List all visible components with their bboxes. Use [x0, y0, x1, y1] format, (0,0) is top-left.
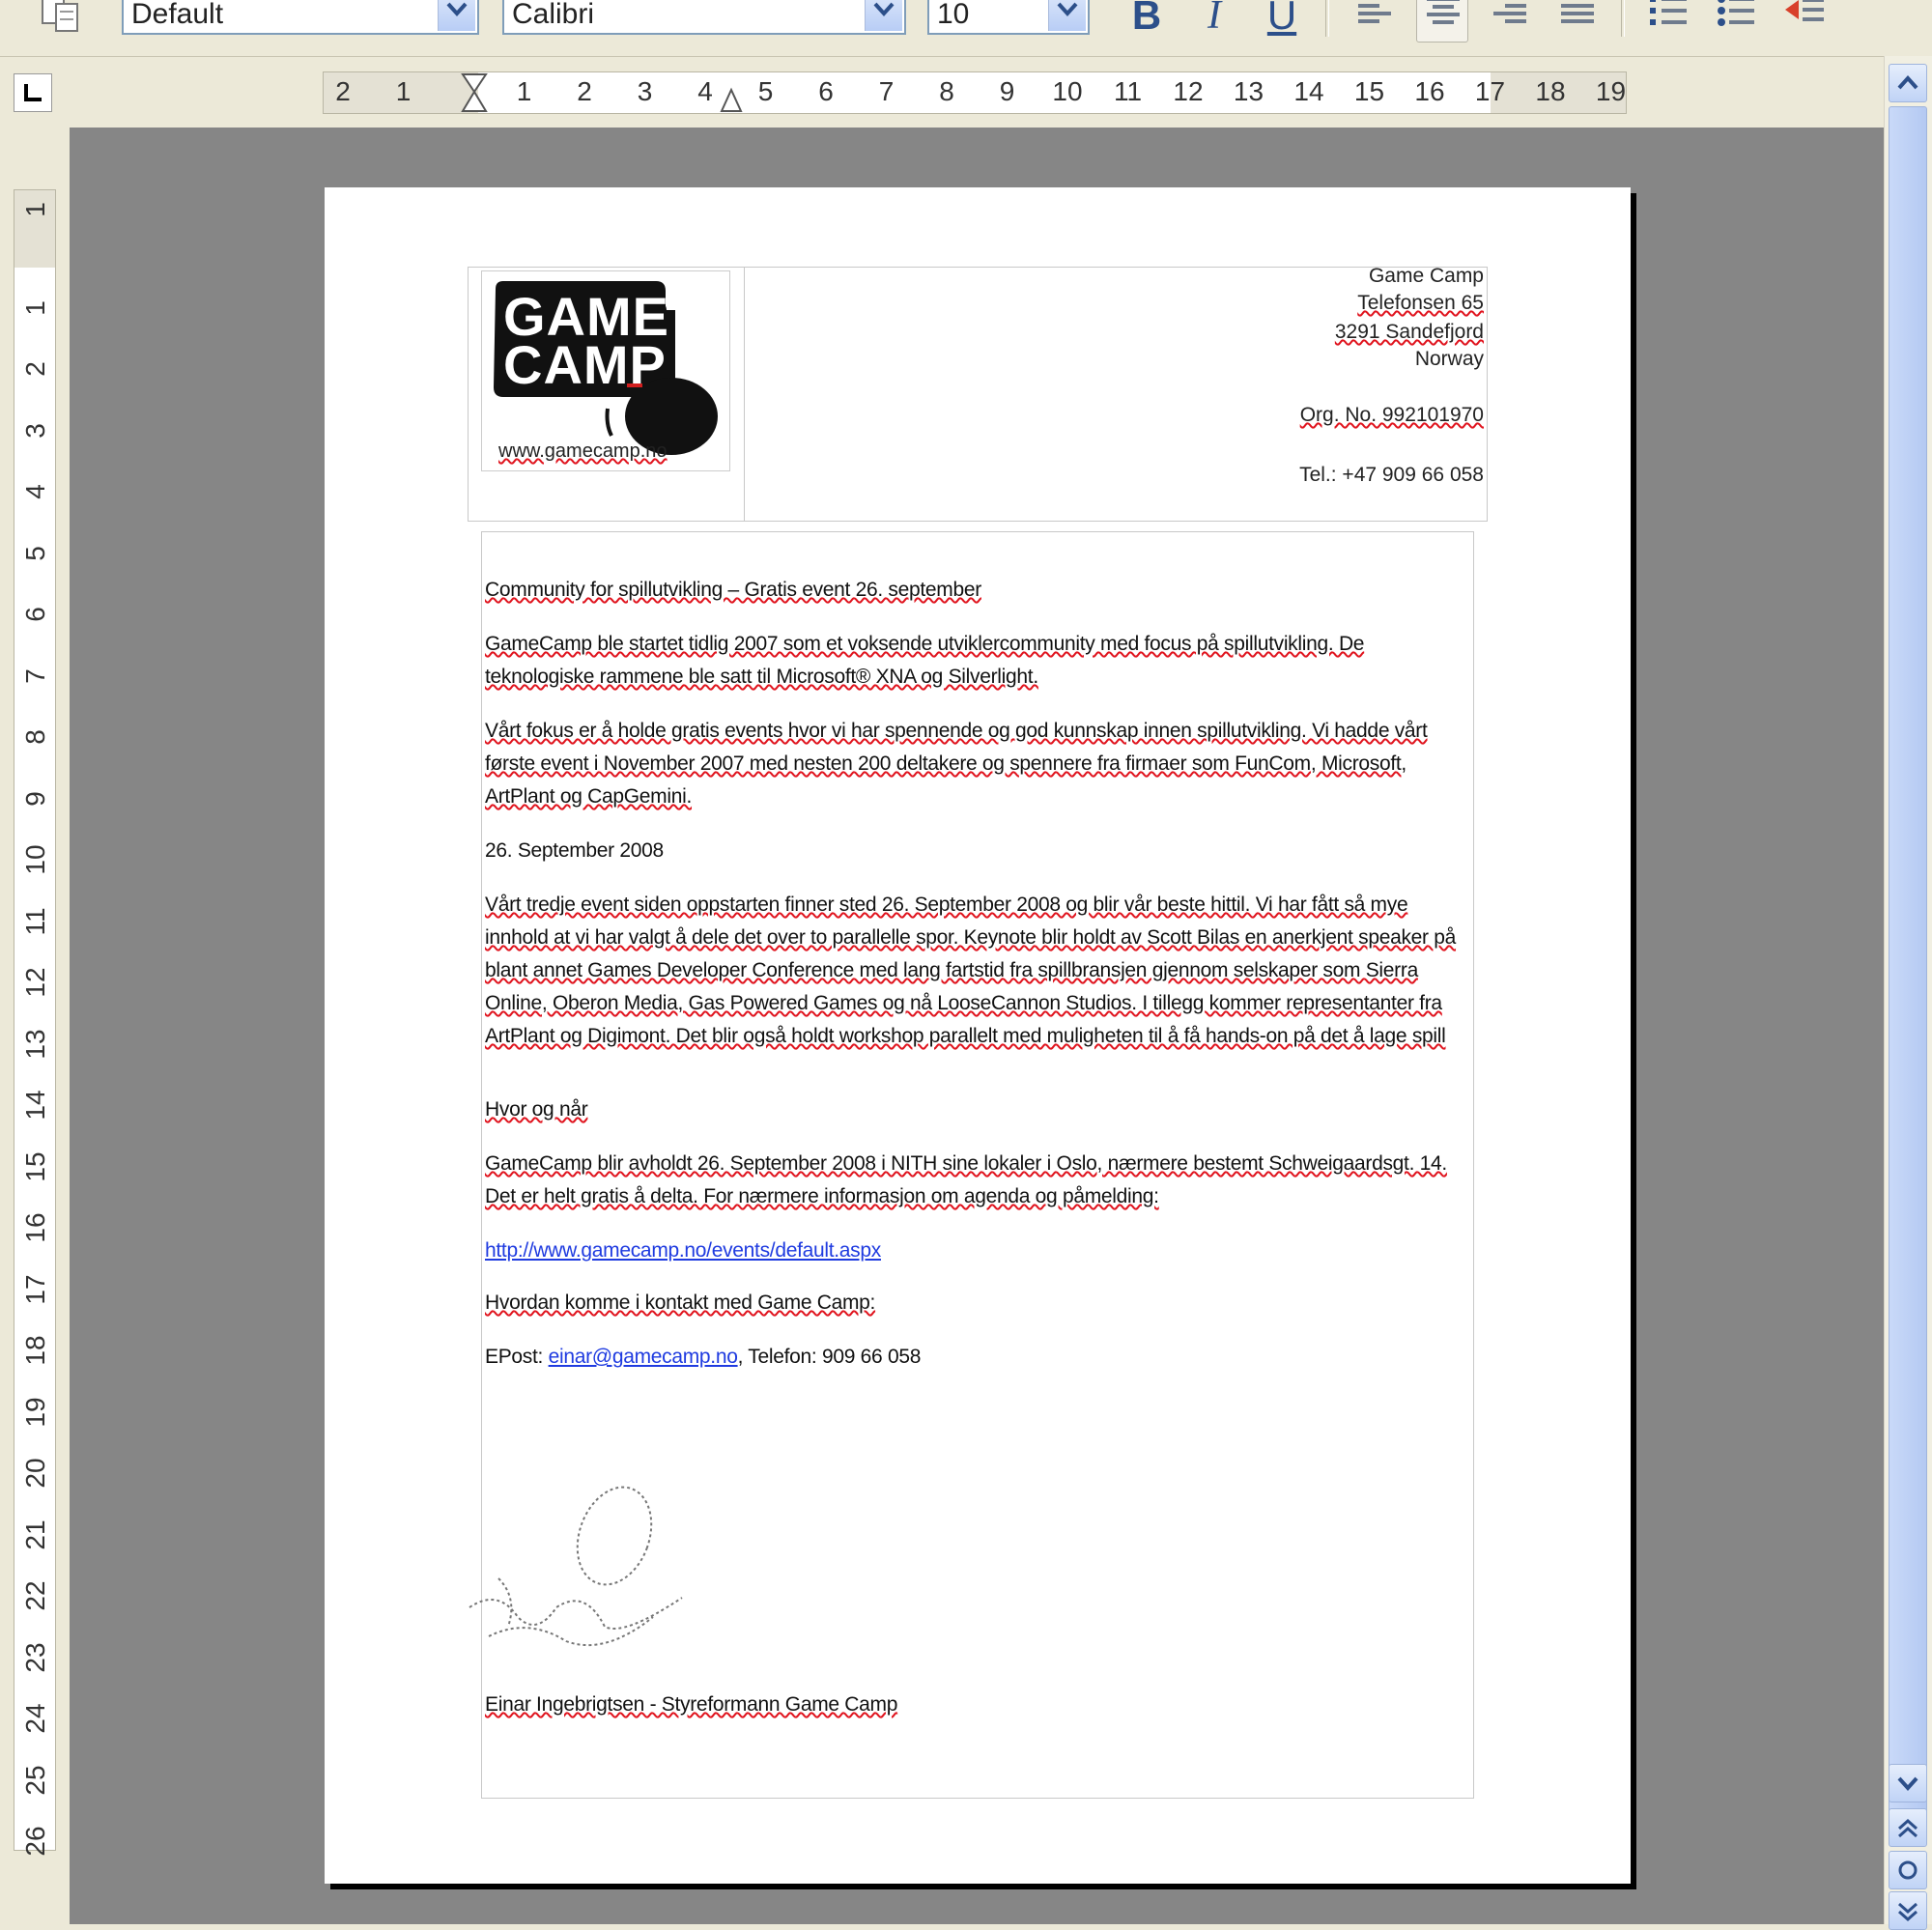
- ruler-number: 5: [757, 76, 774, 106]
- toolbar-separator: [1621, 0, 1625, 37]
- horizontal-ruler[interactable]: [323, 71, 1627, 114]
- numbered-list-icon: [1644, 0, 1696, 43]
- ruler-number: 19: [20, 1397, 50, 1428]
- ruler-number: 13: [1233, 76, 1264, 106]
- chevron-down-icon[interactable]: [1048, 0, 1086, 31]
- bold-button[interactable]: B: [1131, 0, 1162, 38]
- ruler-number: 11: [20, 907, 50, 936]
- font-size-value: 10: [937, 0, 970, 30]
- tab-stop-selector[interactable]: [14, 73, 52, 112]
- italic-button[interactable]: I: [1208, 0, 1221, 38]
- ruler-number: 12: [20, 967, 50, 998]
- ruler-number: 26: [20, 1826, 50, 1857]
- bullet-list-icon: [1712, 0, 1764, 43]
- justify-button[interactable]: [1551, 0, 1604, 43]
- ruler-number: 14: [1293, 76, 1324, 106]
- ruler-number: 1: [516, 76, 532, 106]
- ruler-number: 8: [939, 76, 954, 106]
- ruler-number: 21: [20, 1519, 50, 1550]
- justify-icon: [1551, 0, 1604, 43]
- ruler-number: 10: [20, 844, 50, 875]
- paragraph-event: Vårt tredje event siden oppstarten finner sted 26. September 2008 og blir vår beste hittil. Vi har fått så mye innhold at vi har valgt å dele det over to parallelle spor. Keynote blir holdt av Scott Bilas en anerkjent speaker på blant annet Games Developer Conference med lang fartstid fra spillbransjen gjennom selskaper som Sierra Online, Oberon Media, Gas Powered Games og nå LooseCannon Studios. I tillegg kommer representanter fra ArtPlant og Digimont. Det blir også holdt workshop parallelt med muligheten til å få hands-on på det å lage spill: [485, 894, 1457, 1047]
- contact-line: EPost: einar@gamecamp.no, Telefon: 909 66 058: [485, 1346, 922, 1368]
- date-heading: 26. September 2008: [485, 839, 664, 862]
- right-indent-marker[interactable]: [718, 84, 745, 113]
- next-page-button[interactable]: [1889, 1891, 1927, 1930]
- underline-button[interactable]: U: [1266, 0, 1297, 38]
- address-line-3: 3291 Sandefjord: [1334, 321, 1484, 343]
- events-link[interactable]: http://www.gamecamp.no/events/default.aspx: [485, 1239, 881, 1262]
- ruler-number: 12: [1173, 76, 1204, 106]
- telephone: Tel.: +47 909 66 058: [1299, 464, 1484, 486]
- ruler-number: 10: [1052, 76, 1083, 106]
- previous-page-button[interactable]: [1889, 1808, 1927, 1847]
- paragraph-location: GameCamp blir avholdt 26. September 2008 i NITH sine lokaler i Oslo, nærmere bestemt Schweigaardsgt. 14. Det er helt gratis å delta. For nærmere informasjon om agenda og påmelding:: [485, 1152, 1447, 1207]
- ruler-number: 23: [20, 1642, 50, 1673]
- toolbar-separator: [1325, 0, 1329, 37]
- numbered-list-button[interactable]: [1644, 0, 1696, 43]
- ruler-number: 6: [20, 607, 50, 622]
- ruler-number: 15: [20, 1151, 50, 1182]
- ruler-number: 2: [20, 361, 50, 377]
- chevron-down-icon[interactable]: [438, 0, 475, 31]
- ruler-number: 20: [20, 1458, 50, 1489]
- subject-line: Community for spillutvikling – Gratis event 26. september: [485, 579, 981, 601]
- navigator-button[interactable]: [1889, 1851, 1927, 1889]
- ruler-number: 13: [20, 1029, 50, 1060]
- ruler-number: 11: [1113, 76, 1143, 106]
- indent-marker[interactable]: [461, 72, 488, 113]
- font-size-combo[interactable]: [927, 0, 1090, 35]
- ruler-number: 18: [20, 1335, 50, 1366]
- ruler-number: 4: [20, 484, 50, 499]
- vertical-ruler[interactable]: [14, 189, 56, 1857]
- ruler-number: 9: [999, 76, 1015, 106]
- contact-heading: Hvordan komme i kontakt med Game Camp:: [485, 1291, 876, 1314]
- paragraph-style-combo[interactable]: [122, 0, 479, 35]
- ruler-number: 16: [1414, 76, 1445, 106]
- ruler-number: 9: [20, 790, 50, 807]
- ruler-number: 22: [20, 1580, 50, 1611]
- ruler-number: 17: [20, 1274, 50, 1305]
- scroll-up-button[interactable]: [1889, 64, 1927, 102]
- paragraph-style-value: Default: [131, 0, 224, 30]
- font-name-value: Calibri: [512, 0, 595, 30]
- align-right-button[interactable]: [1484, 0, 1536, 43]
- ruler-number: 16: [20, 1212, 50, 1243]
- ruler-number: 1: [20, 299, 50, 316]
- align-center-button[interactable]: [1416, 0, 1468, 43]
- ruler-number: 7: [20, 667, 50, 684]
- ruler-number: 4: [697, 76, 713, 106]
- ruler-number: 3: [637, 76, 653, 106]
- paragraph-focus: Vårt fokus er å holde gratis events hvor vi har spennende og god kunnskap innen spillutvikling. Vi hadde vårt første event i November 2007 med nesten 200 deltakere og spennere fra firmaer som FunCom, Microsoft, ArtPlant og CapGemini.: [485, 720, 1428, 808]
- align-left-icon: [1349, 0, 1401, 43]
- letterhead-divider: [744, 267, 745, 522]
- where-when-heading: Hvor og når: [485, 1098, 588, 1121]
- ruler-number: 14: [20, 1090, 50, 1121]
- signature: [460, 1472, 692, 1675]
- signature-name: Einar Ingebrigtsen - Styreformann Game Camp: [485, 1693, 898, 1716]
- ruler-number: 19: [1595, 76, 1627, 106]
- vertical-scrollbar[interactable]: [1884, 56, 1932, 1924]
- align-center-icon: [1417, 0, 1469, 43]
- ruler-number: 15: [1353, 76, 1385, 106]
- email-link[interactable]: einar@gamecamp.no: [548, 1346, 738, 1368]
- ruler-number: 25: [20, 1765, 50, 1796]
- website-link[interactable]: www.gamecamp.no: [498, 440, 668, 462]
- ruler-number: 8: [20, 729, 50, 745]
- align-left-button[interactable]: [1349, 0, 1401, 43]
- address-line-2: Telefonsen 65: [1357, 292, 1484, 314]
- ruler-number: 7: [878, 76, 895, 106]
- align-right-icon: [1484, 0, 1536, 43]
- ruler-number: 1: [395, 76, 412, 106]
- font-name-combo[interactable]: [502, 0, 906, 35]
- document-icon[interactable]: [39, 0, 83, 35]
- logo-text-game: GAME: [503, 286, 669, 347]
- logo-text-camp: CAMP: [503, 334, 667, 395]
- decrease-indent-button[interactable]: [1779, 0, 1832, 43]
- address-line-4: Norway: [1414, 348, 1484, 370]
- ruler-number: 1: [20, 202, 50, 217]
- ruler-number: 6: [818, 76, 834, 106]
- formatting-toolbar: [0, 0, 1932, 57]
- bullet-list-button[interactable]: [1712, 0, 1764, 43]
- scrollbar-thumb[interactable]: [1889, 106, 1927, 1845]
- scroll-down-button[interactable]: [1889, 1764, 1927, 1802]
- ruler-number: 2: [335, 76, 351, 106]
- ruler-number: 3: [20, 422, 50, 439]
- decrease-indent-icon: [1779, 0, 1832, 43]
- ruler-number: 5: [20, 545, 50, 561]
- address-line-1: Game Camp: [1368, 265, 1484, 287]
- ruler-number: 24: [20, 1703, 50, 1734]
- ruler-number: 2: [577, 76, 592, 106]
- chevron-down-icon[interactable]: [865, 0, 902, 31]
- document-page[interactable]: [325, 187, 1631, 1884]
- ruler-number: 18: [1535, 76, 1566, 106]
- org-number: Org. No. 992101970: [1299, 404, 1484, 426]
- paragraph-intro: GameCamp ble startet tidlig 2007 som et voksende utviklercommunity med focus på spillutvikling. De teknologiske rammene ble satt til Microsoft® XNA og Silverlight.: [485, 633, 1365, 688]
- ruler-number: 17: [1474, 76, 1506, 106]
